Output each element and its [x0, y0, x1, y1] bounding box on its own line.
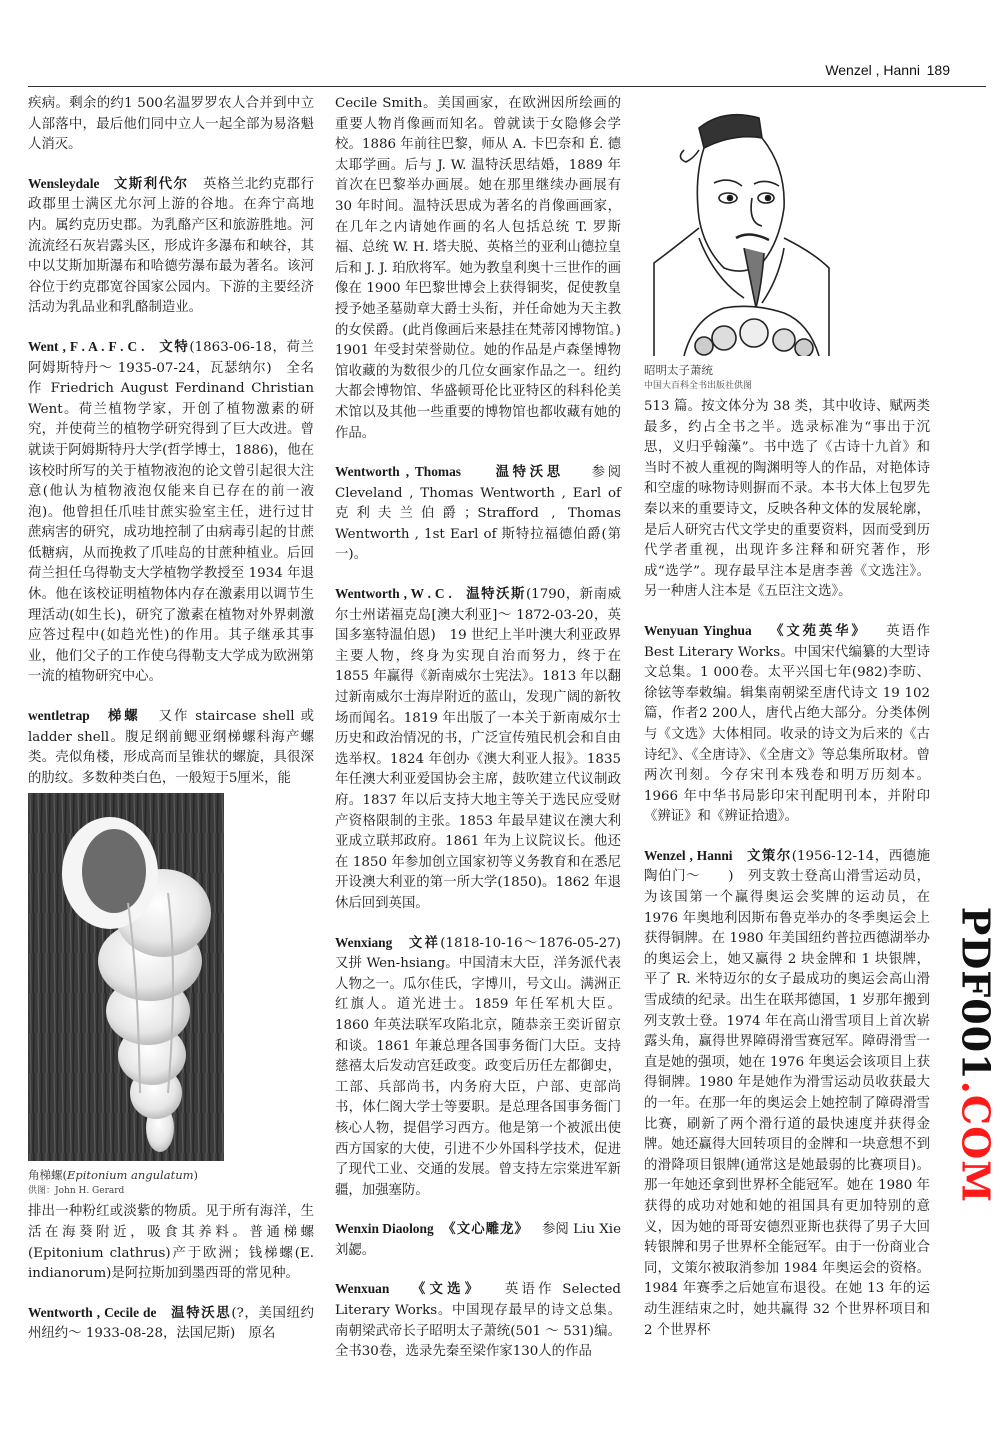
- entry-wenyuan-yinghua: [644, 621, 930, 828]
- column-1: [28, 94, 314, 1363]
- entry-chinese-title: 文特: [159, 338, 190, 355]
- entry-body: (1863-06-18，荷兰阿姆斯特丹～ 1935-07-24，瓦瑟纳尔) 全名作 Friedrich August Ferdinand Christian Went。荷兰植物学家，开创了植物激素的研究，并使荷兰的植物学研究得到了巨大改进。曾就读于阿姆斯特丹大学(哲学博士，1886)，他在该校时所写的关于植物液泡的论文曾引起很大注意(他认为植物液泡仅能来自已存在的前一液泡)。他曾担任爪哇甘蔗实验室主任，进行过甘蔗病害的研究，成功地控制了由病毒引起的甘蔗低糖病，从而挽救了爪哇岛的甘蔗种植业。后回荷兰担任乌得勒支大学植物学教授至 1934 年退休。他在该校证明植物体内存在激素用以调节生理活动(如生长)，研究了激素在植物对外界刺激应答过程中(如趋光性)的作用。其子继承其事业，他们父子的工作使乌得勒支大学成为欧洲第一流的植物研究中心。: [28, 339, 314, 685]
- watermark-part-1: PDF001: [953, 906, 999, 1081]
- pdf001-watermark: [946, 906, 1000, 1204]
- entry-chinese-title: 《文选》: [411, 1281, 483, 1298]
- entry-headword: Wenxuan: [335, 1281, 390, 1297]
- entry-chinese-title: 温特沃思: [171, 1304, 232, 1321]
- entry-wentworth-wc: [335, 584, 621, 915]
- wentletrap-figure: [28, 793, 314, 1198]
- entry-headword: Wenyuan Yinghua: [644, 622, 752, 638]
- entry-body: 英格兰北约克郡行政郡里士满区尤尔河上游的谷地。在奔宁高地内。属约克历史郡。为乳酪产区和旅游胜地。河流流经石灰岩露头区，形成许多瀑布和峡谷，其中以艾斯加斯瀑布和哈德劳瀑布最为著名。该河谷位于约克郡宽谷国家公园内。下游的主要经济活动为乳品业和乳酪制造业。: [28, 176, 315, 316]
- entry-chinese-title: 《文心雕龙》: [442, 1221, 529, 1238]
- entry-headword: Wenxiang: [335, 934, 393, 950]
- entry-headword: Wentworth , Cecile de: [28, 1304, 157, 1320]
- continuation-text: Cecile Smith。美国画家，在欧洲因所绘画的重要人物肖像画而知名。曾就读于女隐修会学校。1886 年前往巴黎，师从 A. 卡巴奈和 É. 德太耶学画。后与 J. W. 温特沃思结婚，1889 年首次在巴黎举办画展。她在那里继续办画展有 30 年时间。温特沃思成为著名的肖像画画家，在几年之内请她作画的名人包括总统 T. 罗斯福、总统 W. H. 塔夫脱、英格兰的亚利山德拉皇后和 J. J. 珀欣将军。她为教皇利奥十三世作的画像在 1900 年巴黎世博会上获得铜奖，促使教皇授予她圣墓勋章大爵士头衔，并任命她为天主教的女侯爵。(此肖像画后来悬挂在梵蒂冈博物馆。) 1901 年受封荣誉勋位。她的作品是卢森堡博物馆收藏的为数很少的几位女画家作品之一。纽约大都会博物馆、华盛顿哥伦比亚特区的科科伦美术馆以及其他一些重要的博物馆也都收藏有她的作品。: [335, 96, 621, 441]
- figure-caption: 角梯螺(Epitonium angulatum): [28, 1168, 199, 1183]
- header-rule: [28, 86, 986, 87]
- entry-headword: Wenzel , Hanni: [644, 847, 733, 863]
- entry-headword: Wensleydale: [28, 175, 100, 191]
- zhaoming-portrait-figure: [644, 98, 930, 393]
- entry-wentworth-cecile: [28, 1303, 314, 1345]
- column-3: [644, 94, 930, 1359]
- entry-chinese-title: 文祥: [408, 934, 441, 951]
- page-header: [28, 0, 986, 88]
- continuation-text: 疾病。剩余的约1 500名温罗罗农人合并到中立人部落中，最后他们同中立人一起全部为易洛魁人消灭。: [28, 96, 314, 153]
- zhaoming-portrait: [644, 98, 834, 356]
- entry-chinese-title: 温特沃思: [495, 464, 564, 481]
- wentletrap-shell-photo: [28, 793, 224, 1161]
- entry-headword: Wentworth , Thomas: [335, 464, 461, 480]
- watermark-part-2: .COM: [953, 1080, 999, 1204]
- entry-body: 英语作 Best Literary Works。中国宋代编纂的大型诗文总集。1 000卷。太平兴国七年(982)李昉、徐铉等奉敕编。辑集南朝梁至唐代诗文 19 102篇，作者2 200人，唐代占绝大部分。分类体例与《文选》大体相同。收录的诗文为后来的《古诗纪》、《全唐诗》、《全唐文》等总集所取材。曾两次刊刻。今存宋刊本残卷和明万历刻本。1966 年中华书局影印宋刊配明刊本，并附印《辨证》和《辨证拾遗》。: [644, 623, 931, 825]
- entry-headword: Wenxin Diaolong: [335, 1221, 434, 1237]
- entry-wenzel-hanni: [644, 846, 930, 1341]
- entry-body: 参阅 Liu Xie 刘勰。: [335, 1222, 622, 1258]
- entry-chinese-title: 《文苑英华》: [770, 622, 868, 639]
- entry-wenxin-diaolong: [335, 1219, 621, 1261]
- entry-wenxuan: [335, 1279, 621, 1362]
- entry-wenxiang: [335, 933, 635, 1202]
- entry-chinese-title: 文策尔: [746, 847, 792, 864]
- entry-headword: Went , F . A . F . C .: [28, 338, 145, 354]
- entry-body: (?，美国纽约州纽约～ 1933-08-28，法国尼斯) 原名: [28, 1305, 314, 1342]
- column-2: [335, 94, 635, 1381]
- entry-chinese-title: 温特沃斯: [466, 586, 526, 603]
- caption-latin: Epitonium angulatum: [67, 1168, 194, 1183]
- entry-chinese-title: 文斯利代尔: [113, 175, 189, 192]
- continuation-text: 513 篇。按文体分为 38 类，其中收诗、赋两类最多，约占全书之半。选录标准为“事出于沉思，义归乎翰藻”。书中选了《古诗十九首》和当时不被人重视的陶渊明等人的作品，对艳体诗和空虚的咏物诗则摒而不录。本书大体上包罗先秦以来的重要诗文，反映各种文体的发展轮廓，是后人研究古代文学史的重要资料，因而受到历代学者重视，出现许多注释和研究著作，形成“选学”。现存最早注本是唐李善《文选注》。另一种唐人注本是《五臣注文选》。: [644, 399, 930, 600]
- entry-body: (1790，新南威尔士州诺福克岛[澳大利亚]～ 1872-03-20，英国多塞特温伯恩) 19 世纪上半叶澳大利亚政界主要人物，终身为实现自治而努力，终于在 1855 年赢得《新南威尔士宪法》。1813 年以翻过新南威尔士海岸附近的蓝山，发现广阔的新牧场而闻名。1819 年出版了一本关于新南威尔士历史和政治情况的书，广泛宣传殖民机会和自由选举权。1824 年创办《澳大利亚人报》。1835 年任澳大利亚爱国协会主席，鼓吹建立代议制政府。1837 年以后支持大地主等关于选民应受财产资格限制的主张。1853 年最早建议在澳大利亚成立联邦政府。1861 年为上议院议长。他还在 1850 年参加创立国家初等义务教育和在悉尼开设澳大利亚的第一所大学(1850)。1862 年退休后回到英国。: [335, 587, 621, 911]
- figure-credit: 中国大百科全书出版社供图: [644, 381, 753, 391]
- entry-wentworth-thomas: [335, 462, 621, 566]
- portrait-illustration: [644, 98, 834, 356]
- figure-credit: 供图：John H. Gerard: [28, 1186, 125, 1197]
- page-number: 189: [926, 62, 950, 78]
- entry-wensleydale: [28, 174, 314, 319]
- entry-body: 又作 staircase shell 或 ladder shell。腹足纲前鳃亚纲梯螺科海产螺类。壳似角楼，形成高而呈锥状的螺旋，具很深的肋纹。多数种类白色，一般短于5厘米，能: [28, 709, 314, 786]
- continuation-text: 排出一种粉红或淡紫的物质。见于所有海洋，生活在海葵附近，吸食其养料。普通梯螺(Epitonium clathrus)产于欧洲；钱梯螺(E. indianorum)是阿拉斯加到墨西哥的常见种。: [28, 1204, 314, 1282]
- entry-body: 英语作 Selected Literary Works。中国现存最早的诗文总集。南朝梁武帝长子昭明太子萧统(501 ～ 531)编。全书30卷，选录先秦至梁作家130人的作品: [335, 1282, 621, 1360]
- watermark-text: [954, 907, 999, 1203]
- entry-headword: Wentworth , W . C .: [335, 586, 452, 602]
- entry-body: (1818-10-16～1876-05-27) 又拼 Wen-hsiang。中国清末大臣，洋务派代表人物之一。瓜尔佳氏，字博川，号文山。满洲正红旗人。道光进士。1859 年任军机大臣。1860 年英法联军攻陷北京，随恭亲王奕䜣留京和谈。1861 年兼总理各国事务衙门大臣。支持慈禧太后发动宫廷政变。政变后历任左都御史，工部、兵部尚书，内务府大臣，户部、吏部尚书，体仁阁大学士等要职。是总理各国事务衙门核心人物，提倡学习西方。他是第一个被派出使西方国家的大使，引进不少外国科学技术，促进了现代工业、交通的发展。曾支持左宗棠进军新疆，加强塞防。: [335, 935, 635, 1198]
- entry-chinese-title: 梯螺: [108, 708, 141, 725]
- figure-caption: 昭明太子萧统: [644, 363, 713, 377]
- shell-illustration: [28, 793, 224, 1161]
- running-head: Wenzel , Hanni: [825, 62, 920, 78]
- entry-body: 参阅 Cleveland , Thomas Wentworth , Earl of 克利夫兰伯爵；Strafford , Thomas Wentworth , 1st Earl of 斯特拉福德伯爵(第一)。: [335, 465, 622, 563]
- caption-chinese: 角梯螺: [28, 1168, 63, 1183]
- entry-went: [28, 337, 314, 688]
- entry-wentletrap: [28, 706, 314, 789]
- entry-body: (1956-12-14，西德施陶伯门～ ) 列支敦士登高山滑雪运动员，为该国第一个赢得奥运会奖牌的运动员，在 1976 年奥地利因斯布鲁克举办的冬季奥运会上获得铜牌。在 1980 年美国纽约普拉西德湖举办的奥运会上，她又赢得 2 块金牌和 1 块银牌，平了 R. 米特迈尔的女子最成功的奥运会高山滑雪成绩的纪录。出生在联邦德国，1 岁那年搬到列支敦士登。1974 年在高山滑雪项目上首次崭露头角，赢得世界障碍滑雪赛冠军。障碍滑雪一直是她的强项，她在 1976 年奥运会该项目上获得铜牌。1980 年是她作为滑雪运动员收获最大的一年。在那一年的奥运会上她控制了障碍滑雪比赛，刷新了两个滑行道的最快速度并获得金牌。她还赢得大回转项目的金牌和一块意想不到的滑降项目银牌(通常这是她最弱的比赛项目)。那一年她还拿到世界杯全能冠军。她在 1980 年获得的成功对她和她的祖国具有更加特别的意义，因为她的哥哥安德烈亚斯也获得了男子大回转银牌和男子世界杯全能冠军。由于一份商业合同，文策尔被取消参加 1984 年奥运会的资格。1984 年赛季之后她宣布退役。在她 13 年的运动生涯结束之时，她共赢得 32 个世界杯项目和 2 个世界杯: [644, 848, 930, 1338]
- entry-headword: wentletrap: [28, 708, 90, 724]
